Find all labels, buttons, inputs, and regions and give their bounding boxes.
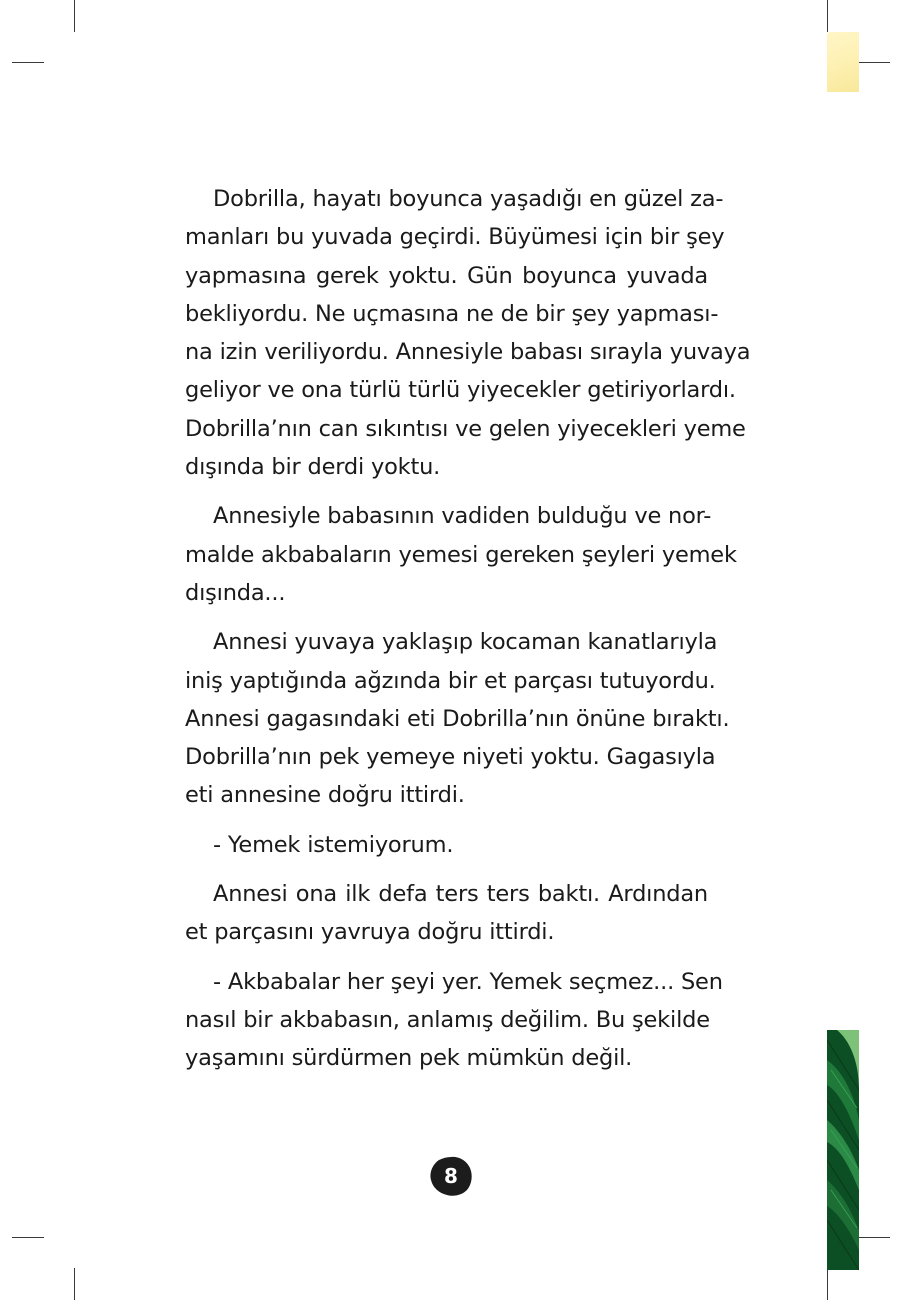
text-line: Dobrilla’nın pek yemeye niyeti yoktu. Gagasıyla [185,744,716,771]
crop-mark-top-left-vertical [74,0,75,32]
paragraph-4 [185,826,708,864]
crop-mark-bottom-right-vertical [827,1268,828,1300]
text-line: na izin veriliyordu. Annesiyle babası sırayla yuvaya [185,339,751,366]
leaf-illustration [827,1030,859,1270]
text-line: - Yemek istemiyorum. [213,831,454,858]
text-line: geliyor ve ona türlü türlü yiyecekler getiriyorlardı. [185,377,736,404]
text-line: dışında... [185,579,286,606]
text-line: et parçasını yavruya doğru ittirdi. [185,919,555,946]
yellow-tab-decoration [827,32,859,92]
text-line: - Akbabalar her şeyi yer. Yemek seçmez... Sen [213,968,723,995]
text-line: nasıl bir akbabasın, anlamış değilim. Bu şekilde [185,1006,710,1033]
paragraph-3 [185,623,730,814]
text-line: yapmasına gerek yoktu. Gün boyunca yuvada [185,262,708,289]
page-number: 8 [444,1164,458,1188]
crop-mark-top-right-horizontal [858,62,890,63]
text-line: bekliyordu. Ne uçmasına ne de bir şey yapması- [185,300,719,327]
text-line: yaşamını sürdürmen pek mümkün değil. [185,1045,633,1072]
crop-mark-bottom-left-horizontal [12,1237,44,1238]
text-line: Annesi ona ilk defa ters ters baktı. Ardından [213,881,708,908]
body-text [185,180,751,1089]
text-line: Annesi yuvaya yaklaşıp kocaman kanatlarıyla [213,629,718,656]
text-line: eti annesine doğru ittirdi. [185,782,465,809]
paragraph-6 [185,963,723,1078]
crop-mark-bottom-right-horizontal [858,1237,890,1238]
crop-mark-top-left-horizontal [12,62,44,63]
text-line: iniş yaptığında ağzında bir et parçası tutuyordu. [185,667,716,694]
paragraph-5 [185,875,708,952]
paragraph-2 [185,497,737,612]
crop-mark-bottom-left-vertical [74,1268,75,1300]
text-line: Annesiyle babasının vadiden bulduğu ve nor- [213,503,712,530]
crop-mark-top-right-vertical [827,0,828,32]
leaf-icon [827,1030,859,1270]
text-line: malde akbabaların yemesi gereken şeyleri yemek [185,541,737,568]
text-line: Dobrilla’nın can sıkıntısı ve gelen yiyecekleri yeme [185,415,746,442]
text-line: dışında bir derdi yoktu. [185,454,441,481]
paragraph-1 [185,180,751,486]
text-line: Dobrilla, hayatı boyunca yaşadığı en güzel za- [213,186,724,212]
text-line: Annesi gagasındaki eti Dobrilla’nın önüne bıraktı. [185,705,730,732]
text-line: manları bu yuvada geçirdi. Büyümesi için bir şey [185,224,725,251]
